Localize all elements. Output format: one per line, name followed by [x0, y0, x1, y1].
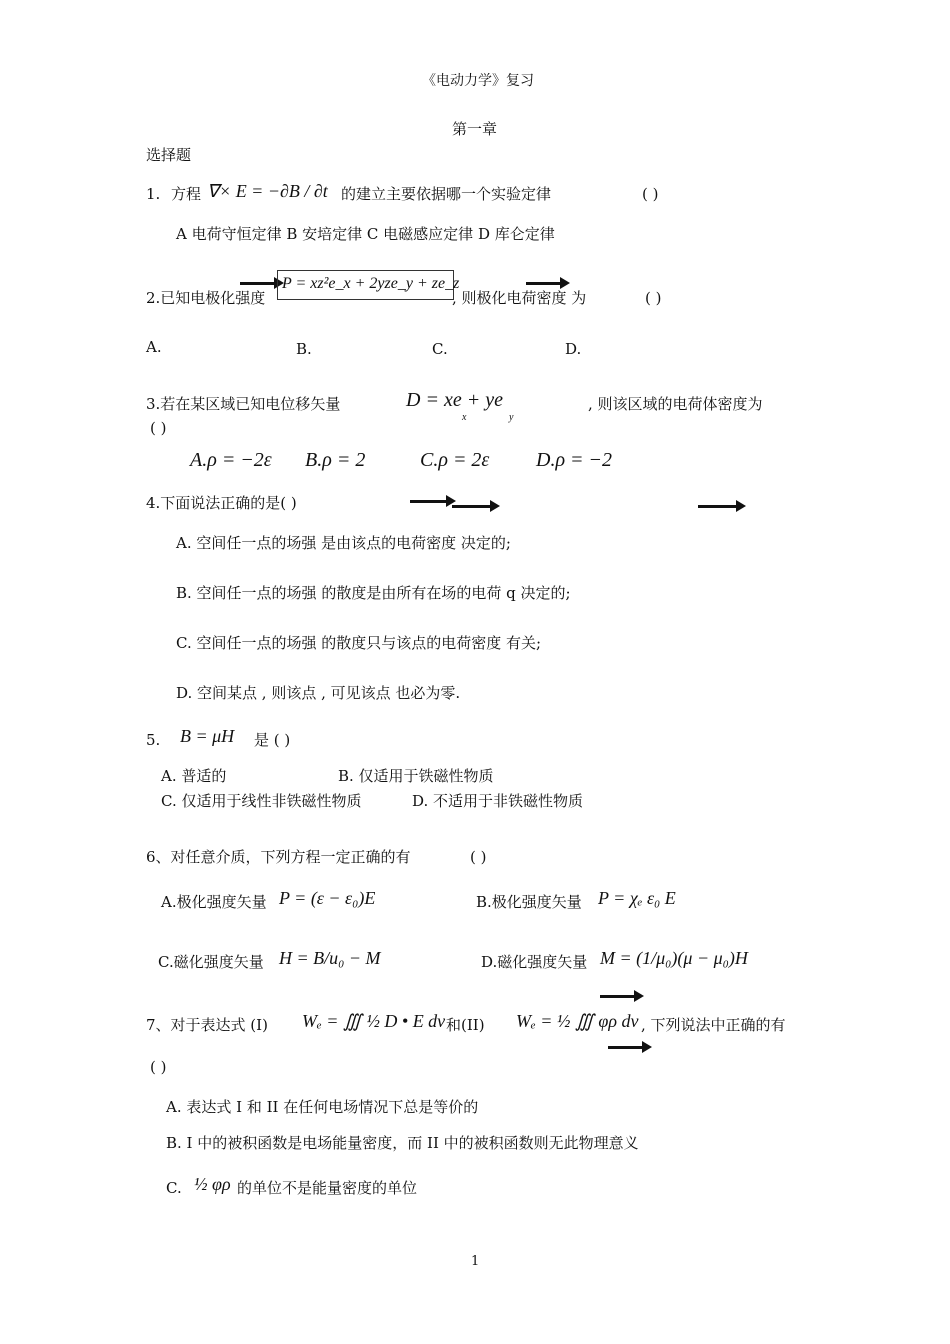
q1-options: A 电荷守恒定律 B 安培定律 C 电磁感应定律 D 库仑定律 — [176, 225, 555, 243]
q2-option-c: C. — [432, 340, 448, 358]
q6-option-d-label: D.磁化强度矢量 — [481, 953, 588, 971]
q2-arrow-left — [240, 282, 278, 285]
q7-arrow-upper — [600, 995, 638, 998]
q3-formula: D = xe + ye — [406, 389, 503, 411]
q2-option-b: B. — [296, 340, 312, 358]
q5-text-post: 是 ( ) — [254, 731, 291, 749]
q5-number: 5. — [146, 731, 161, 749]
q2-arrow-right — [526, 282, 564, 285]
q6-option-b-label: B.极化强度矢量 — [476, 893, 582, 911]
q7-formula-1: Wₑ = ∭ ½ D • E dv — [302, 1011, 446, 1031]
q3-subscript-y: y — [509, 412, 514, 423]
q6-stem: 6、对任意介质，下列方程一定正确的有 — [146, 848, 411, 866]
q4-option-a: A. 空间任一点的场强 是由该点的电荷密度 决定的; — [176, 534, 511, 552]
q2-answer-paren: ( ) — [645, 289, 662, 307]
q4-arrow-3 — [698, 505, 740, 508]
q2-stem-pre: 2.已知电极化强度 — [146, 289, 266, 307]
q5-option-b: B. 仅适用于铁磁性物质 — [338, 767, 494, 785]
q6-option-c-formula: H = B/u₀ − M — [279, 948, 381, 968]
q7-option-c-letter: C. — [166, 1179, 182, 1197]
q7-stem-post: , 下列说法中正确的有 — [641, 1016, 786, 1034]
q3-option-a: A.ρ = −2ε — [190, 449, 272, 471]
q6-option-b-formula: P = χₑ ε₀ E — [598, 888, 676, 908]
q2-formula: P = xz²e_x + 2yze_y + ze_z — [282, 275, 460, 292]
q4-arrow-1 — [410, 500, 450, 503]
q4-option-b: B. 空间任一点的场强 的散度是由所有在场的电荷 q 决定的; — [176, 584, 571, 602]
q1-number: 1. — [146, 185, 161, 203]
q3-answer-paren: ( ) — [150, 419, 167, 437]
q2-stem-post: , 则极化电荷密度 为 — [452, 289, 587, 307]
q7-option-c-text: 的单位不是能量密度的单位 — [237, 1179, 418, 1197]
q5-option-c: C. 仅适用于线性非铁磁性物质 — [161, 792, 362, 810]
q3-stem-post: , 则该区域的电荷体密度为 — [588, 395, 763, 413]
q6-option-a-formula: P = (ε − ε₀)E — [279, 888, 376, 908]
q5-option-d: D. 不适用于非铁磁性物质 — [412, 792, 584, 810]
q7-arrow-lower — [608, 1046, 646, 1049]
q4-option-d: D. 空间某点 , 则该点 , 可见该点 也必为零. — [176, 684, 461, 702]
q2-option-d: D. — [565, 340, 582, 358]
q4-arrow-2 — [452, 505, 494, 508]
q1-answer-paren: ( ) — [642, 185, 659, 203]
q6-option-c-label: C.磁化强度矢量 — [158, 953, 264, 971]
q6-option-a-label: A.极化强度矢量 — [161, 893, 267, 911]
q7-stem-pre: 7、对于表达式 (I) — [146, 1016, 268, 1034]
q4-stem: 4.下面说法正确的是( ) — [146, 494, 297, 512]
q7-answer-paren: ( ) — [150, 1058, 167, 1076]
q7-formula-2: Wₑ = ½ ∭ φρ dv — [516, 1011, 639, 1031]
q7-option-a: A. 表达式 I 和 II 在任何电场情况下总是等价的 — [166, 1098, 479, 1116]
q6-option-d-formula: M = (1/μ₀)(μ − μ₀)H — [600, 948, 748, 968]
q7-option-c-formula: ½ φρ — [194, 1174, 231, 1194]
q1-text-pre: 方程 — [171, 185, 202, 203]
q7-option-b: B. I 中的被积函数是电场能量密度，而 II 中的被积函数则无此物理意义 — [166, 1134, 639, 1152]
page-number: 1 — [471, 1254, 480, 1269]
q3-option-b: B.ρ = 2 — [305, 449, 366, 471]
q2-option-a: A. — [146, 338, 162, 356]
q5-option-a: A. 普适的 — [161, 767, 227, 785]
q1-formula: ∇× E = −∂B / ∂t — [207, 181, 328, 201]
q3-stem-pre: 3.若在某区域已知电位移矢量 — [146, 395, 341, 413]
q5-formula: B = μH — [180, 726, 235, 746]
q4-option-c: C. 空间任一点的场强 的散度只与该点的电荷密度 有关; — [176, 634, 542, 652]
q3-option-d: D.ρ = −2 — [536, 449, 613, 471]
q1-text-post: 的建立主要依据哪一个实验定律 — [341, 185, 552, 203]
q6-answer-paren: ( ) — [470, 848, 487, 866]
q3-option-c: C.ρ = 2ε — [420, 449, 490, 471]
document-header: 《电动力学》复习 — [422, 73, 534, 89]
q3-subscript-x: x — [462, 412, 467, 423]
q7-and: 和(II) — [446, 1016, 485, 1034]
chapter-title: 第一章 — [452, 120, 498, 138]
section-title: 选择题 — [146, 146, 192, 164]
